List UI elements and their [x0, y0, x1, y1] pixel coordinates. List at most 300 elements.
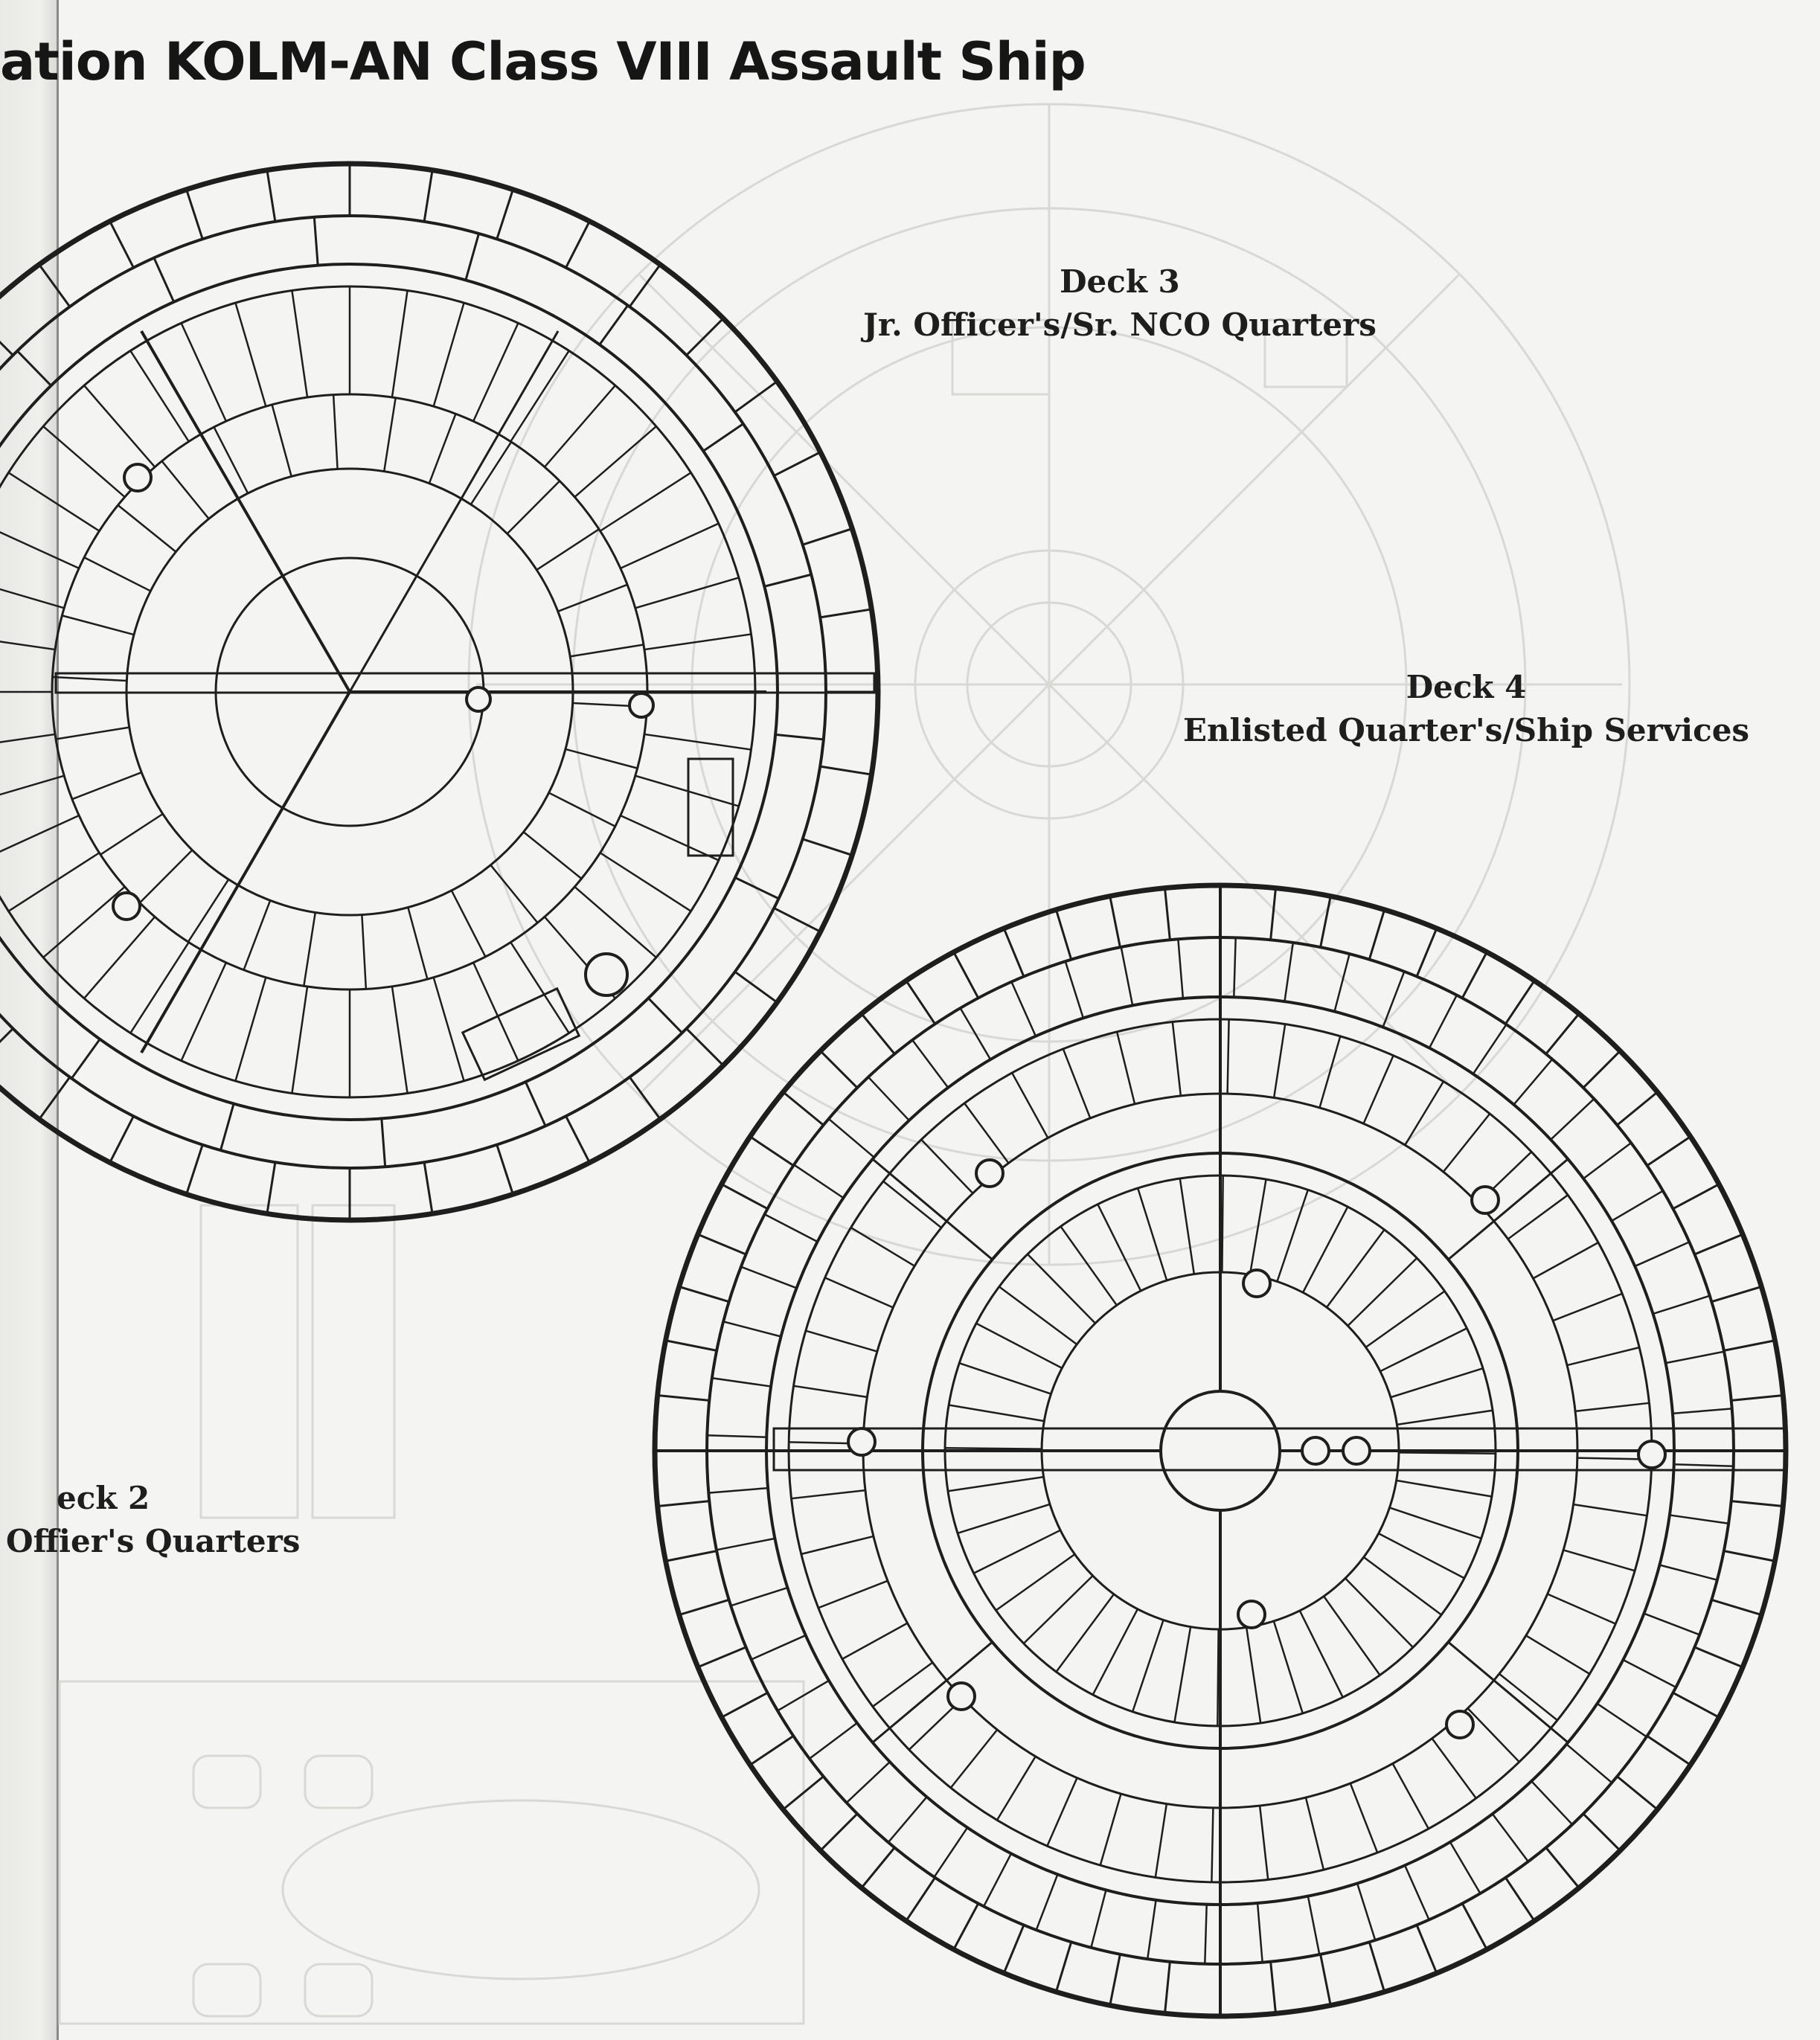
deck-4-hull-partition	[1583, 1814, 1620, 1850]
deck-4-cabin-wall	[792, 1490, 865, 1498]
deck-4-cabin-wall	[1174, 1627, 1191, 1722]
deck-4-cabin-wall	[1526, 1635, 1590, 1674]
deck-4-cabin-wall	[1063, 1049, 1090, 1118]
deck-3-cabin-wall	[43, 426, 125, 497]
deck-4-hull-partition	[1056, 1942, 1071, 1992]
deck-4-turbolift	[976, 1160, 1003, 1187]
deck-3-compartment-wall	[600, 305, 628, 344]
deck-3-cabin-wall	[52, 677, 126, 681]
deck-4-hull-partition	[1673, 1184, 1720, 1209]
deck-4-cabin-wall	[1234, 937, 1235, 997]
deck-4-cabin-wall	[741, 1267, 797, 1289]
deck-3-hull-partition	[629, 1077, 660, 1120]
deck-3-cabin-wall	[0, 577, 64, 608]
deck-4-hull-partition	[1711, 1600, 1761, 1614]
deck-3-cabin-wall	[621, 815, 719, 860]
deck-3-hull-partition	[110, 1116, 134, 1162]
deck-4-cabin-wall	[1350, 1783, 1377, 1853]
deck-4-hull-partition	[1462, 1904, 1487, 1950]
deck-3-turbolift	[586, 954, 627, 995]
deck-4-cabin-wall	[996, 1554, 1075, 1610]
deck-4-description: Enlisted Quarter's/Ship Services	[1183, 712, 1750, 748]
deck-3-hull-partition	[497, 1145, 513, 1195]
deck-4-cabin-wall	[1117, 1032, 1135, 1104]
deck-3-corridor-spoke	[141, 331, 350, 692]
deck-3-turbolift	[124, 464, 151, 491]
deck-3-cabin-wall	[565, 749, 638, 769]
deck-4-cabin-wall	[810, 1723, 857, 1759]
deck-4-cabin-wall	[1180, 1178, 1194, 1274]
deck-3-cabin-wall	[408, 908, 427, 980]
deck-4-hull-partition	[1271, 888, 1276, 940]
deck-3-hull-partition	[803, 529, 853, 545]
deck-4-cabin-wall	[984, 1853, 1011, 1906]
deck-4-hull-partition	[1369, 910, 1384, 960]
deck-4-cabin-wall	[778, 1681, 829, 1711]
deck-4-core	[1161, 1391, 1280, 1510]
deck-4-cabin-wall	[1132, 1620, 1163, 1712]
deck-3-compartment-wall	[525, 1082, 545, 1126]
deck-4-hull-partition	[658, 1396, 710, 1401]
deck-3-hull-partition	[566, 221, 590, 267]
deck-3-corridor-spoke	[350, 331, 558, 692]
deck-4-hull-partition	[750, 1736, 793, 1765]
deck-4-cabin-wall	[1670, 1515, 1728, 1523]
deck-3-cabin-wall	[182, 963, 226, 1061]
deck-4-turbolift	[1638, 1441, 1665, 1468]
deck-4-cabin-wall	[1635, 1242, 1689, 1266]
deck-4-cabin-wall	[801, 1536, 874, 1554]
deck-3-cabin-wall	[9, 853, 100, 911]
deck-3-hull-partition	[424, 170, 432, 222]
deck-3-cabin-wall	[235, 303, 266, 406]
deck-4-hull-partition	[750, 1137, 793, 1166]
deck-4-hull-partition	[954, 952, 978, 998]
deck-4-cabin-wall	[765, 1214, 818, 1242]
deck-4-cabin-wall	[1666, 1352, 1724, 1363]
deck-3-cabin-wall	[235, 978, 266, 1081]
deck-3-cabin-wall	[434, 303, 464, 406]
deck-4-cabin-wall	[752, 1635, 806, 1660]
deck-3-cabin-wall	[43, 887, 125, 958]
deck-3-cabin-wall	[600, 472, 691, 530]
deck-4-hull-partition	[679, 1600, 729, 1614]
deck-4-cabin-wall	[1391, 1368, 1483, 1397]
deck-4-cabin-wall	[1319, 1036, 1340, 1108]
deck-4-cabin-wall	[935, 1828, 968, 1877]
deck-3-cabin-wall	[0, 815, 79, 860]
deck-3-compartment-wall	[154, 258, 174, 302]
deck-3-hull-partition	[774, 908, 820, 932]
deck-4-cabin-wall	[1674, 1464, 1734, 1466]
deck-3-cabin-wall	[473, 323, 518, 421]
deck-4-cabin-wall	[1473, 1024, 1507, 1074]
deck-4-hull-partition	[1731, 1396, 1784, 1401]
deck-3-compartment-wall	[382, 1118, 385, 1167]
deck-4-hull-partition	[1731, 1501, 1784, 1507]
deck-4-cabin-wall	[806, 1331, 877, 1352]
deck-3-cabin-wall	[384, 398, 395, 472]
deck-4-cabin-wall	[888, 1797, 927, 1842]
deck-4-cabin-wall	[958, 1504, 1050, 1533]
deck-4-hull-partition	[821, 1051, 857, 1088]
deck-4-cabin-wall	[1098, 1205, 1141, 1291]
deck-3-cabin-wall	[545, 385, 615, 467]
deck-4-hull-partition	[658, 1501, 710, 1507]
deck-3-cabin-wall	[333, 395, 337, 469]
deck-3-compartment-wall	[648, 998, 682, 1033]
deck-4-hull-partition	[1056, 910, 1071, 960]
deck-3-cabin-wall	[292, 291, 307, 398]
deck-3-hull-partition	[820, 609, 871, 618]
deck-3-cabin-wall	[0, 524, 79, 568]
deck-3-hull-partition	[110, 221, 134, 267]
deck-4-cabin-wall	[1432, 1739, 1476, 1799]
deck-2-description: Offier's Quarters	[6, 1523, 301, 1559]
deck-4-cabin-wall	[1306, 1797, 1324, 1870]
deck-4-hull-partition	[1165, 888, 1170, 940]
deck-4-cabin-wall	[707, 1435, 766, 1437]
deck-4-cabin-wall	[1531, 1781, 1572, 1824]
deck-3-hull-partition	[39, 265, 70, 307]
deck-4-cabin-wall	[1274, 1621, 1303, 1713]
deck-4-turbolift	[1472, 1187, 1499, 1213]
deck-3-cabin-wall	[490, 865, 537, 923]
deck-3-cabin-wall	[644, 634, 752, 649]
deck-4-cabin-wall	[976, 1324, 1062, 1368]
deck-3-cabin-wall	[574, 426, 656, 497]
deck-4-cabin-wall	[842, 1623, 908, 1659]
deck-3-hull-partition	[0, 318, 13, 355]
deck-3-compartment-wall	[314, 217, 318, 266]
deck-3-turbolift	[467, 687, 490, 711]
deck-4-cabin-wall	[1659, 1565, 1717, 1580]
deck-4-cabin-wall	[1450, 1842, 1481, 1893]
deck-4-cabin-wall	[1091, 1890, 1106, 1947]
deck-4-hull-partition	[1417, 928, 1437, 977]
deck-4-hull-partition	[722, 1184, 768, 1209]
deck-3-cabin-wall	[473, 963, 518, 1061]
deck-3-hull-partition	[735, 382, 778, 412]
deck-4-hull-partition	[722, 1693, 768, 1717]
deck-4-label	[1183, 666, 1749, 752]
deck-3-cabin-wall	[536, 529, 599, 570]
deck-4-cabin-wall	[1047, 1778, 1077, 1847]
deck-3-compartment-wall	[703, 424, 743, 452]
deck-4-cabin-wall	[1563, 1550, 1635, 1571]
deck-3-hull-partition	[820, 766, 871, 774]
deck-4-hull-partition	[1724, 1341, 1775, 1351]
deck-3-cabin-wall	[510, 943, 568, 1033]
deck-4-cabin-wall	[1393, 1763, 1429, 1829]
deck-4-cabin-wall	[1028, 1254, 1095, 1324]
deck-3-hull-partition	[566, 1116, 590, 1162]
deck-3-cabin-wall	[62, 615, 134, 635]
deck-3-cabin-wall	[118, 505, 176, 552]
deck-4-cabin-wall	[1121, 947, 1132, 1005]
deck-4-hull-partition	[954, 1904, 978, 1950]
deck-4-hull-partition	[1165, 1962, 1170, 2014]
deck-3-hull-partition	[803, 839, 853, 856]
deck-3-cabin-wall	[0, 634, 55, 649]
deck-4-cabin-wall	[945, 1448, 1042, 1449]
deck-4-cabin-wall	[1397, 1411, 1493, 1425]
deck-4-hull-partition	[1617, 1092, 1657, 1125]
deck-4-hull-partition	[1004, 1925, 1024, 1973]
deck-4-cabin-wall	[1443, 1114, 1490, 1172]
deck-4-hull-partition	[1110, 896, 1121, 948]
deck-4-hull-partition	[1617, 1777, 1657, 1809]
deck-4-hull-partition	[1673, 1693, 1720, 1717]
deck-3-description: Jr. Officer's/Sr. NCO Quarters	[863, 307, 1377, 343]
deck-4-hull-partition	[1546, 1847, 1579, 1887]
deck-3-cabin-wall	[635, 577, 739, 608]
deck-4-hull-partition	[679, 1286, 729, 1301]
deck-4-cabin-wall	[951, 1730, 997, 1788]
deck-4-hull-partition	[784, 1777, 824, 1809]
deck-4-cabin-wall	[1357, 1884, 1375, 1940]
deck-3-cabin-wall	[84, 917, 155, 998]
deck-4-cabin-wall	[794, 1386, 868, 1397]
deck-4-cabin-wall	[1100, 1794, 1121, 1865]
deck-3-turbolift	[113, 893, 140, 920]
deck-4-cabin-wall	[818, 1581, 888, 1608]
deck-4-section-wall	[873, 1159, 993, 1260]
deck-3-compartment-wall	[220, 1103, 234, 1150]
deck-4-cabin-wall	[1274, 1024, 1285, 1098]
deck-4-hull-partition	[1583, 1051, 1620, 1088]
deck-3-cabin-wall	[162, 461, 209, 519]
deck-4-cabin-wall	[1366, 1292, 1445, 1347]
deck-3-cabin-wall	[84, 385, 155, 467]
deck-3-hull-partition	[687, 1029, 723, 1065]
deck-4-hull-partition	[1724, 1551, 1775, 1562]
deck-4-hull-partition	[862, 1847, 894, 1887]
deck-4-hull-partition	[1647, 1736, 1691, 1765]
deck-3-cabin-wall	[644, 734, 752, 750]
deck-4-cabin-wall	[825, 1277, 894, 1307]
deck-4-cabin-wall	[1598, 1704, 1647, 1737]
deck-4-cabin-wall	[731, 1588, 787, 1606]
deck-3-cabin-wall	[304, 912, 315, 986]
deck-4-cabin-wall	[1364, 1557, 1441, 1614]
deck-4-cabin-wall	[1250, 1179, 1266, 1274]
deck-4-cabin-wall	[921, 1140, 973, 1193]
deck-4-cabin-wall	[1397, 1481, 1492, 1497]
deck-4-cabin-wall	[794, 1165, 843, 1199]
deck-4-hull-partition	[862, 1014, 894, 1054]
deck-3-cabin-wall	[574, 887, 656, 958]
deck-3-hull-partition	[735, 972, 778, 1002]
deck-2-label	[6, 1477, 300, 1563]
deck-3-label	[863, 260, 1377, 347]
deck-3-cabin-wall	[182, 323, 226, 421]
deck-3-hull-partition	[687, 318, 723, 355]
deck-3-cabin-wall	[392, 987, 408, 1094]
deck-3-hull-partition	[774, 452, 820, 476]
deck-4-cabin-wall	[1205, 1905, 1206, 1964]
deck-3-hull-partition	[497, 190, 513, 240]
deck-4-hull-partition	[784, 1092, 824, 1125]
deck-4-hull-partition	[1694, 1647, 1743, 1667]
deck-4-cabin-wall	[1551, 1099, 1594, 1140]
deck-4-cabin-wall	[1348, 1258, 1417, 1326]
deck-4-turbolift	[1343, 1437, 1370, 1464]
deck-4-turbolift	[1302, 1437, 1329, 1464]
deck-4-hull-partition	[906, 981, 935, 1024]
deck-4-hull-partition	[1505, 981, 1534, 1024]
deck-3-cabin-wall	[392, 291, 408, 398]
deck-3-cabin-wall	[600, 853, 691, 911]
deck-4-cabin-wall	[961, 1008, 991, 1059]
deck-4-hull-partition	[1694, 1234, 1743, 1254]
deck-3-cabin-wall	[56, 728, 129, 740]
deck-4-cabin-wall	[1066, 961, 1083, 1018]
deck-4-cabin-wall	[1399, 1452, 1496, 1453]
deck-4-cabin-wall	[1327, 1230, 1384, 1307]
deck-4-cabin-wall	[717, 1539, 775, 1550]
deck-3-cabin-wall	[292, 987, 307, 1094]
deck-4-cabin-wall	[1653, 1296, 1710, 1314]
deck-4-hull-partition	[1369, 1942, 1384, 1992]
deck-3-cabin-wall	[507, 481, 560, 533]
deck-3-hull-partition	[629, 265, 660, 307]
deck-4-cabin-wall	[1380, 1328, 1467, 1371]
deck-4-hull-partition	[1505, 1878, 1534, 1921]
deck-3-cabin-wall	[429, 414, 456, 483]
deck-4-cabin-wall	[723, 1321, 781, 1336]
deck-4-hull-partition	[1546, 1014, 1579, 1054]
deck-4-cabin-wall	[1673, 1408, 1732, 1414]
deck-3-cabin-wall	[0, 734, 55, 750]
deck-4-cabin-wall	[1553, 1294, 1622, 1321]
deck-4-hull-partition	[1647, 1137, 1691, 1166]
deck-3-compartment-wall	[775, 734, 824, 739]
deck-4-cabin-wall	[1623, 1660, 1676, 1687]
deck-4-number: Deck 4	[1406, 669, 1527, 705]
deck-4-cabin-wall	[829, 1119, 874, 1158]
deck-3-hull-partition	[39, 1077, 70, 1120]
deck-3-cabin-wall	[72, 772, 141, 799]
deck-3-cabin-wall	[9, 472, 100, 530]
deck-3-hull-partition	[0, 1029, 13, 1065]
deck-4-cabin-wall	[1612, 1191, 1663, 1222]
deck-3-cabin-wall	[0, 776, 64, 806]
deck-3-cargo-bay	[463, 989, 579, 1080]
deck-4-cabin-wall	[1057, 1594, 1114, 1672]
deck-4-cabin-wall	[851, 1228, 915, 1266]
deck-3-turbolift	[629, 693, 653, 717]
deck-3-hull-partition	[267, 170, 275, 222]
deck-4-hull-partition	[1417, 1925, 1437, 1973]
deck-4-cabin-wall	[1173, 1022, 1181, 1096]
deck-4-cabin-wall	[1061, 1227, 1117, 1306]
deck-4-cabin-wall	[1390, 1507, 1481, 1538]
deck-4-cabin-wall	[1093, 1609, 1138, 1695]
deck-4-cabin-wall	[949, 1405, 1044, 1421]
deck-4-hull-partition	[1110, 1954, 1121, 2006]
deck-3-cabin-wall	[452, 891, 486, 957]
deck-4-hull-partition	[666, 1341, 717, 1351]
deck-4-cabin-wall	[1499, 1674, 1557, 1720]
deck-4-cabin-wall	[1260, 1806, 1268, 1879]
deck-4-hull-partition	[1321, 1954, 1331, 2006]
deck-4-cabin-wall	[1228, 1019, 1229, 1094]
deck-3-cabin-wall	[434, 978, 464, 1081]
deck-4-cabin-wall	[1405, 1082, 1443, 1146]
deck-4-cabin-wall	[1345, 1578, 1413, 1647]
deck-3-cabin-wall	[635, 776, 739, 806]
deck-4-cabin-wall	[1379, 1533, 1464, 1578]
deck-4-cabin-wall	[1300, 1611, 1343, 1697]
deck-4-cabin-wall	[868, 1077, 909, 1120]
deck-3-cabin-wall	[549, 793, 615, 827]
deck-3-cabin-wall	[84, 557, 150, 591]
deck-4-cabin-wall	[1493, 1814, 1528, 1861]
deck-3-hull-partition	[424, 1162, 432, 1213]
deck-3-corridor-spoke	[141, 692, 350, 1053]
deck-4-cabin-wall	[847, 1762, 890, 1803]
deck-4-hull-partition	[1462, 952, 1487, 998]
deck-4-cabin-wall	[1324, 1597, 1380, 1675]
deck-4-hull-partition	[1711, 1286, 1761, 1301]
deck-4-hull-partition	[698, 1647, 746, 1667]
deck-4-hull-partition	[1321, 896, 1331, 948]
deck-4-hull-partition	[666, 1551, 717, 1562]
deck-4-cabin-wall	[1303, 1207, 1348, 1292]
deck-4-cabin-wall	[1217, 1629, 1218, 1726]
deck-4-cabin-wall	[1383, 972, 1405, 1027]
deck-4-cabin-wall	[1583, 1143, 1631, 1178]
deck-3-hull-partition	[267, 1162, 275, 1213]
deck-3-compartment-wall	[466, 234, 479, 280]
deck-4-cabin-wall	[1308, 1896, 1319, 1954]
deck-4-cabin-wall	[1036, 1874, 1058, 1930]
deck-4-cabin-wall	[1468, 1708, 1519, 1762]
deck-3-cabin-wall	[524, 832, 582, 879]
deck-4-hull-partition	[1271, 1962, 1276, 2014]
deck-4-cabin-wall	[1024, 1576, 1093, 1643]
deck-3-hull-partition	[187, 1145, 203, 1195]
deck-4-cabin-wall	[959, 1363, 1051, 1393]
deck-3-cabin-wall	[272, 405, 292, 477]
deck-3-cabin-wall	[140, 850, 193, 903]
deck-4-cabin-wall	[1364, 1056, 1394, 1124]
deck-4-cabin-wall	[1575, 1403, 1649, 1411]
deck-3-compartment-wall	[764, 574, 811, 586]
deck-4-cabin-wall	[999, 1287, 1077, 1344]
deck-4-cabin-wall	[1147, 1900, 1156, 1959]
deck-4-cabin-wall	[997, 1757, 1036, 1821]
deck-4-hull-partition	[698, 1234, 746, 1254]
deck-4-cabin-wall	[1405, 1865, 1429, 1919]
deck-3-cabin-wall	[558, 585, 627, 612]
deck-4-cabin-wall	[1644, 1614, 1699, 1635]
deck-3-compartment-wall	[17, 351, 51, 386]
deck-4-cabin-wall	[1277, 1190, 1307, 1281]
deck-3-hull-partition	[187, 190, 203, 240]
deck-3-cabin-wall	[570, 644, 644, 656]
deck-4-turbolift	[1238, 1601, 1265, 1628]
deck-4-cabin-wall	[1257, 1903, 1263, 1963]
deck-3-compartment-wall	[735, 878, 779, 899]
deck-4-cabin-wall	[912, 1040, 948, 1088]
deck-4-cabin-wall	[1574, 1504, 1647, 1515]
deck-4-cabin-wall	[708, 1488, 768, 1493]
deck-4-hull-partition	[821, 1814, 857, 1850]
deck-4-turbolift	[1446, 1711, 1473, 1738]
deck-2-number: eck 2	[57, 1480, 150, 1516]
